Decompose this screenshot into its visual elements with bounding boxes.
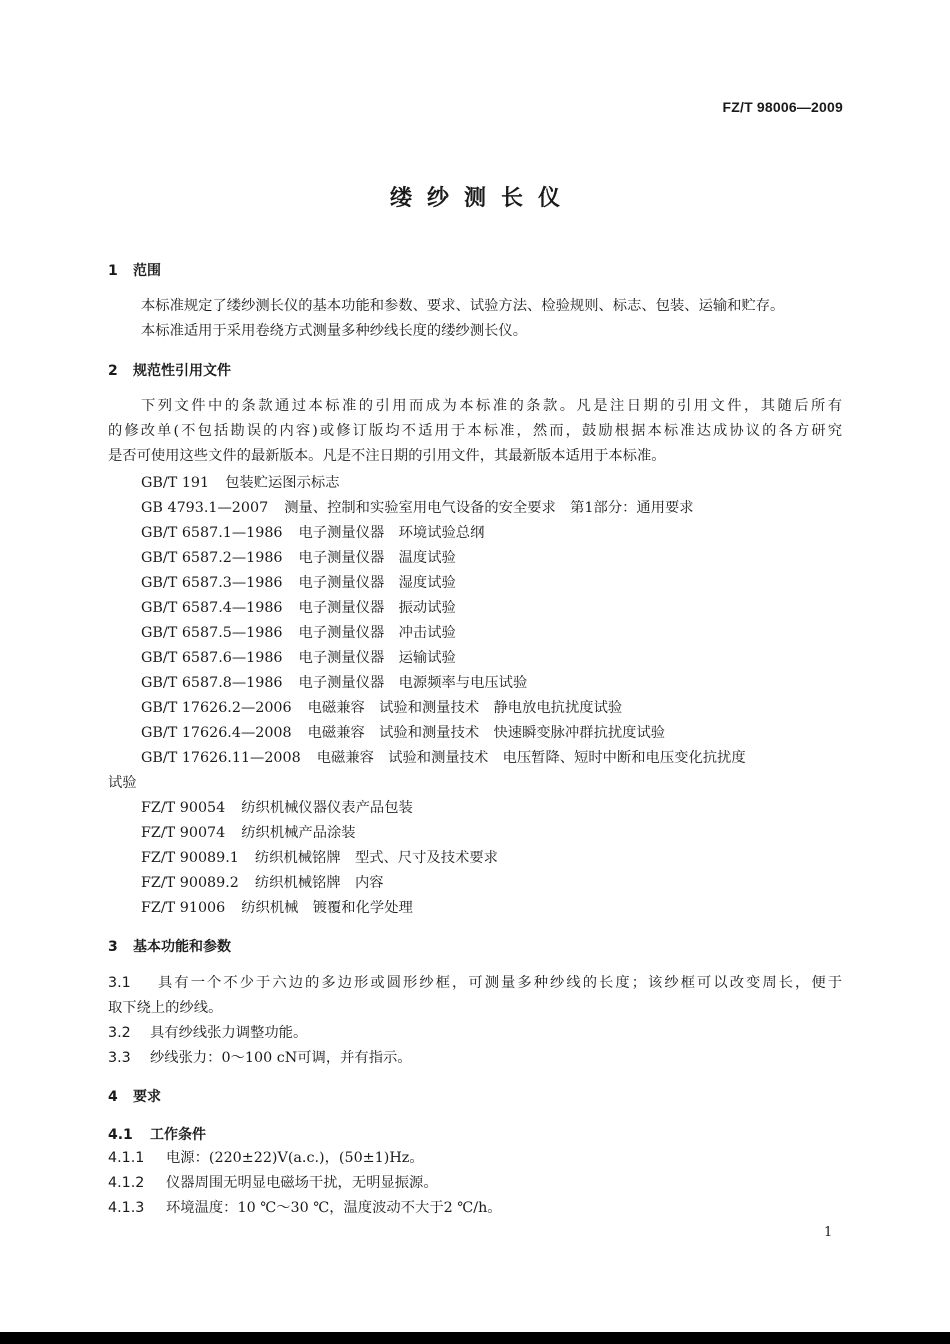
reference-item <box>141 472 340 492</box>
reference-item <box>141 797 413 817</box>
scope-paragraph-2: 本标准适用于采用卷绕方式测量多种纱线长度的缕纱测长仪。 <box>141 323 528 339</box>
reference-title: 电子测量仪器 运输试验 <box>298 650 456 666</box>
reference-title: 电子测量仪器 冲击试验 <box>298 625 456 641</box>
reference-code: FZ/T 90089.2 <box>141 875 239 891</box>
clause-number: 3.2 <box>108 1025 131 1041</box>
section-number: 4 <box>108 1089 118 1105</box>
clause-3-1-continued: 取下绕上的纱线。 <box>108 1000 223 1016</box>
reference-item <box>141 747 746 767</box>
section-number: 1 <box>108 263 118 279</box>
standard-code: FZ/T 98006—2009 <box>722 99 843 115</box>
reference-title: 电磁兼容 试验和测量技术 快速瞬变脉冲群抗扰度试验 <box>307 725 666 741</box>
section-number: 3 <box>108 939 118 955</box>
clause-number: 4.1.2 <box>108 1175 145 1191</box>
clause-number: 4.1.1 <box>108 1150 145 1166</box>
section-title: 要求 <box>133 1089 161 1105</box>
section-2-heading <box>108 360 231 380</box>
clause-number: 3.1 <box>108 975 131 991</box>
normative-intro-line-2: 的修改单(不包括勘误的内容)或修订版均不适用于本标准，然而，鼓励根据本标准达成协议的各方研究 <box>108 423 842 439</box>
clause-number: 4.1.3 <box>108 1200 145 1216</box>
reference-code: FZ/T 90074 <box>141 825 226 841</box>
reference-title: 纺织机械产品涂装 <box>241 825 356 841</box>
reference-title: 电磁兼容 试验和测量技术 电压暂降、短时中断和电压变化抗扰度 <box>316 750 746 766</box>
reference-item <box>141 697 622 717</box>
reference-title: 测量、控制和实验室用电气设备的安全要求 第1部分：通用要求 <box>284 500 694 516</box>
document-title: 缕纱测长仪 <box>389 186 575 211</box>
reference-item <box>141 672 527 692</box>
reference-code: GB/T 6587.4—1986 <box>141 600 283 616</box>
section-title: 范围 <box>133 263 161 279</box>
reference-title: 电子测量仪器 电源频率与电压试验 <box>298 675 528 691</box>
reference-code: GB/T 6587.2—1986 <box>141 550 283 566</box>
subsection-4-1-heading <box>108 1124 206 1144</box>
reference-code: GB/T 6587.8—1986 <box>141 675 283 691</box>
reference-code: GB/T 17626.4—2008 <box>141 725 292 741</box>
reference-item <box>141 872 384 892</box>
clause-3-3 <box>108 1047 842 1067</box>
clause-text: 电源：(220±22)V(a.c.)，(50±1)Hz。 <box>166 1150 424 1166</box>
clause-text: 纱线张力：0～100 cN可调，并有指示。 <box>150 1050 412 1066</box>
section-3-heading <box>108 936 231 956</box>
reference-title: 电子测量仪器 温度试验 <box>298 550 456 566</box>
reference-code: GB/T 17626.2—2006 <box>141 700 292 716</box>
reference-continuation: 试验 <box>108 775 137 791</box>
subsection-number: 4.1 <box>108 1127 133 1143</box>
clause-text: 环境温度：10 ℃～30 ℃，温度波动不大于2 ℃/h。 <box>166 1200 502 1216</box>
scope-paragraph-1: 本标准规定了缕纱测长仪的基本功能和参数、要求、试验方法、检验规则、标志、包装、运输和贮存。 <box>141 298 785 314</box>
reference-title: 电子测量仪器 振动试验 <box>298 600 456 616</box>
reference-code: GB/T 191 <box>141 475 210 491</box>
reference-code: GB/T 6587.3—1986 <box>141 575 283 591</box>
reference-code: GB 4793.1—2007 <box>141 500 269 516</box>
reference-item <box>141 522 484 542</box>
section-1-heading <box>108 260 161 280</box>
reference-title: 电子测量仪器 湿度试验 <box>298 575 456 591</box>
reference-title: 纺织机械铭牌 内容 <box>254 875 384 891</box>
reference-title: 电子测量仪器 环境试验总纲 <box>298 525 485 541</box>
reference-item <box>141 597 456 617</box>
section-title: 规范性引用文件 <box>133 363 231 379</box>
reference-title: 纺织机械铭牌 型式、尺寸及技术要求 <box>254 850 498 866</box>
normative-intro-line-1: 下列文件中的条款通过本标准的引用而成为本标准的条款。凡是注日期的引用文件，其随后所有 <box>141 398 842 414</box>
clause-number: 3.3 <box>108 1050 131 1066</box>
clause-3-2 <box>108 1022 842 1042</box>
clause-text: 具有纱线张力调整功能。 <box>150 1025 308 1041</box>
clause-text: 具有一个不少于六边的多边形或圆形纱框，可测量多种纱线的长度；该纱框可以改变周长，便于 <box>156 975 842 991</box>
clause-4-1-1 <box>108 1147 842 1167</box>
reference-title: 纺织机械 镀覆和化学处理 <box>241 900 413 916</box>
reference-code: FZ/T 91006 <box>141 900 226 916</box>
reference-title: 电磁兼容 试验和测量技术 静电放电抗扰度试验 <box>307 700 623 716</box>
page-bottom-border <box>0 1332 950 1344</box>
clause-text: 仪器周围无明显电磁场干扰，无明显振源。 <box>166 1175 438 1191</box>
reference-item <box>141 647 456 667</box>
reference-code: GB/T 6587.5—1986 <box>141 625 283 641</box>
page-number: 1 <box>824 1225 833 1240</box>
reference-code: GB/T 17626.11—2008 <box>141 750 301 766</box>
reference-title: 纺织机械仪器仪表产品包装 <box>241 800 413 816</box>
clause-4-1-3 <box>108 1197 842 1217</box>
subsection-title: 工作条件 <box>150 1127 206 1143</box>
reference-item <box>141 622 456 642</box>
section-number: 2 <box>108 363 118 379</box>
reference-code: GB/T 6587.1—1986 <box>141 525 283 541</box>
clause-3-1 <box>108 972 842 992</box>
reference-item <box>141 547 456 567</box>
normative-intro-line-3: 是否可使用这些文件的最新版本。凡是不注日期的引用文件，其最新版本适用于本标准。 <box>108 448 666 464</box>
reference-item <box>141 897 413 917</box>
reference-code: FZ/T 90089.1 <box>141 850 239 866</box>
reference-code: FZ/T 90054 <box>141 800 226 816</box>
reference-item <box>141 497 694 517</box>
reference-title: 包装贮运图示标志 <box>225 475 340 491</box>
reference-item <box>141 822 356 842</box>
reference-item <box>141 572 456 592</box>
reference-code: GB/T 6587.6—1986 <box>141 650 283 666</box>
reference-item <box>141 847 498 867</box>
reference-item <box>141 722 665 742</box>
clause-4-1-2 <box>108 1172 842 1192</box>
section-title: 基本功能和参数 <box>133 939 231 955</box>
section-4-heading <box>108 1086 161 1106</box>
